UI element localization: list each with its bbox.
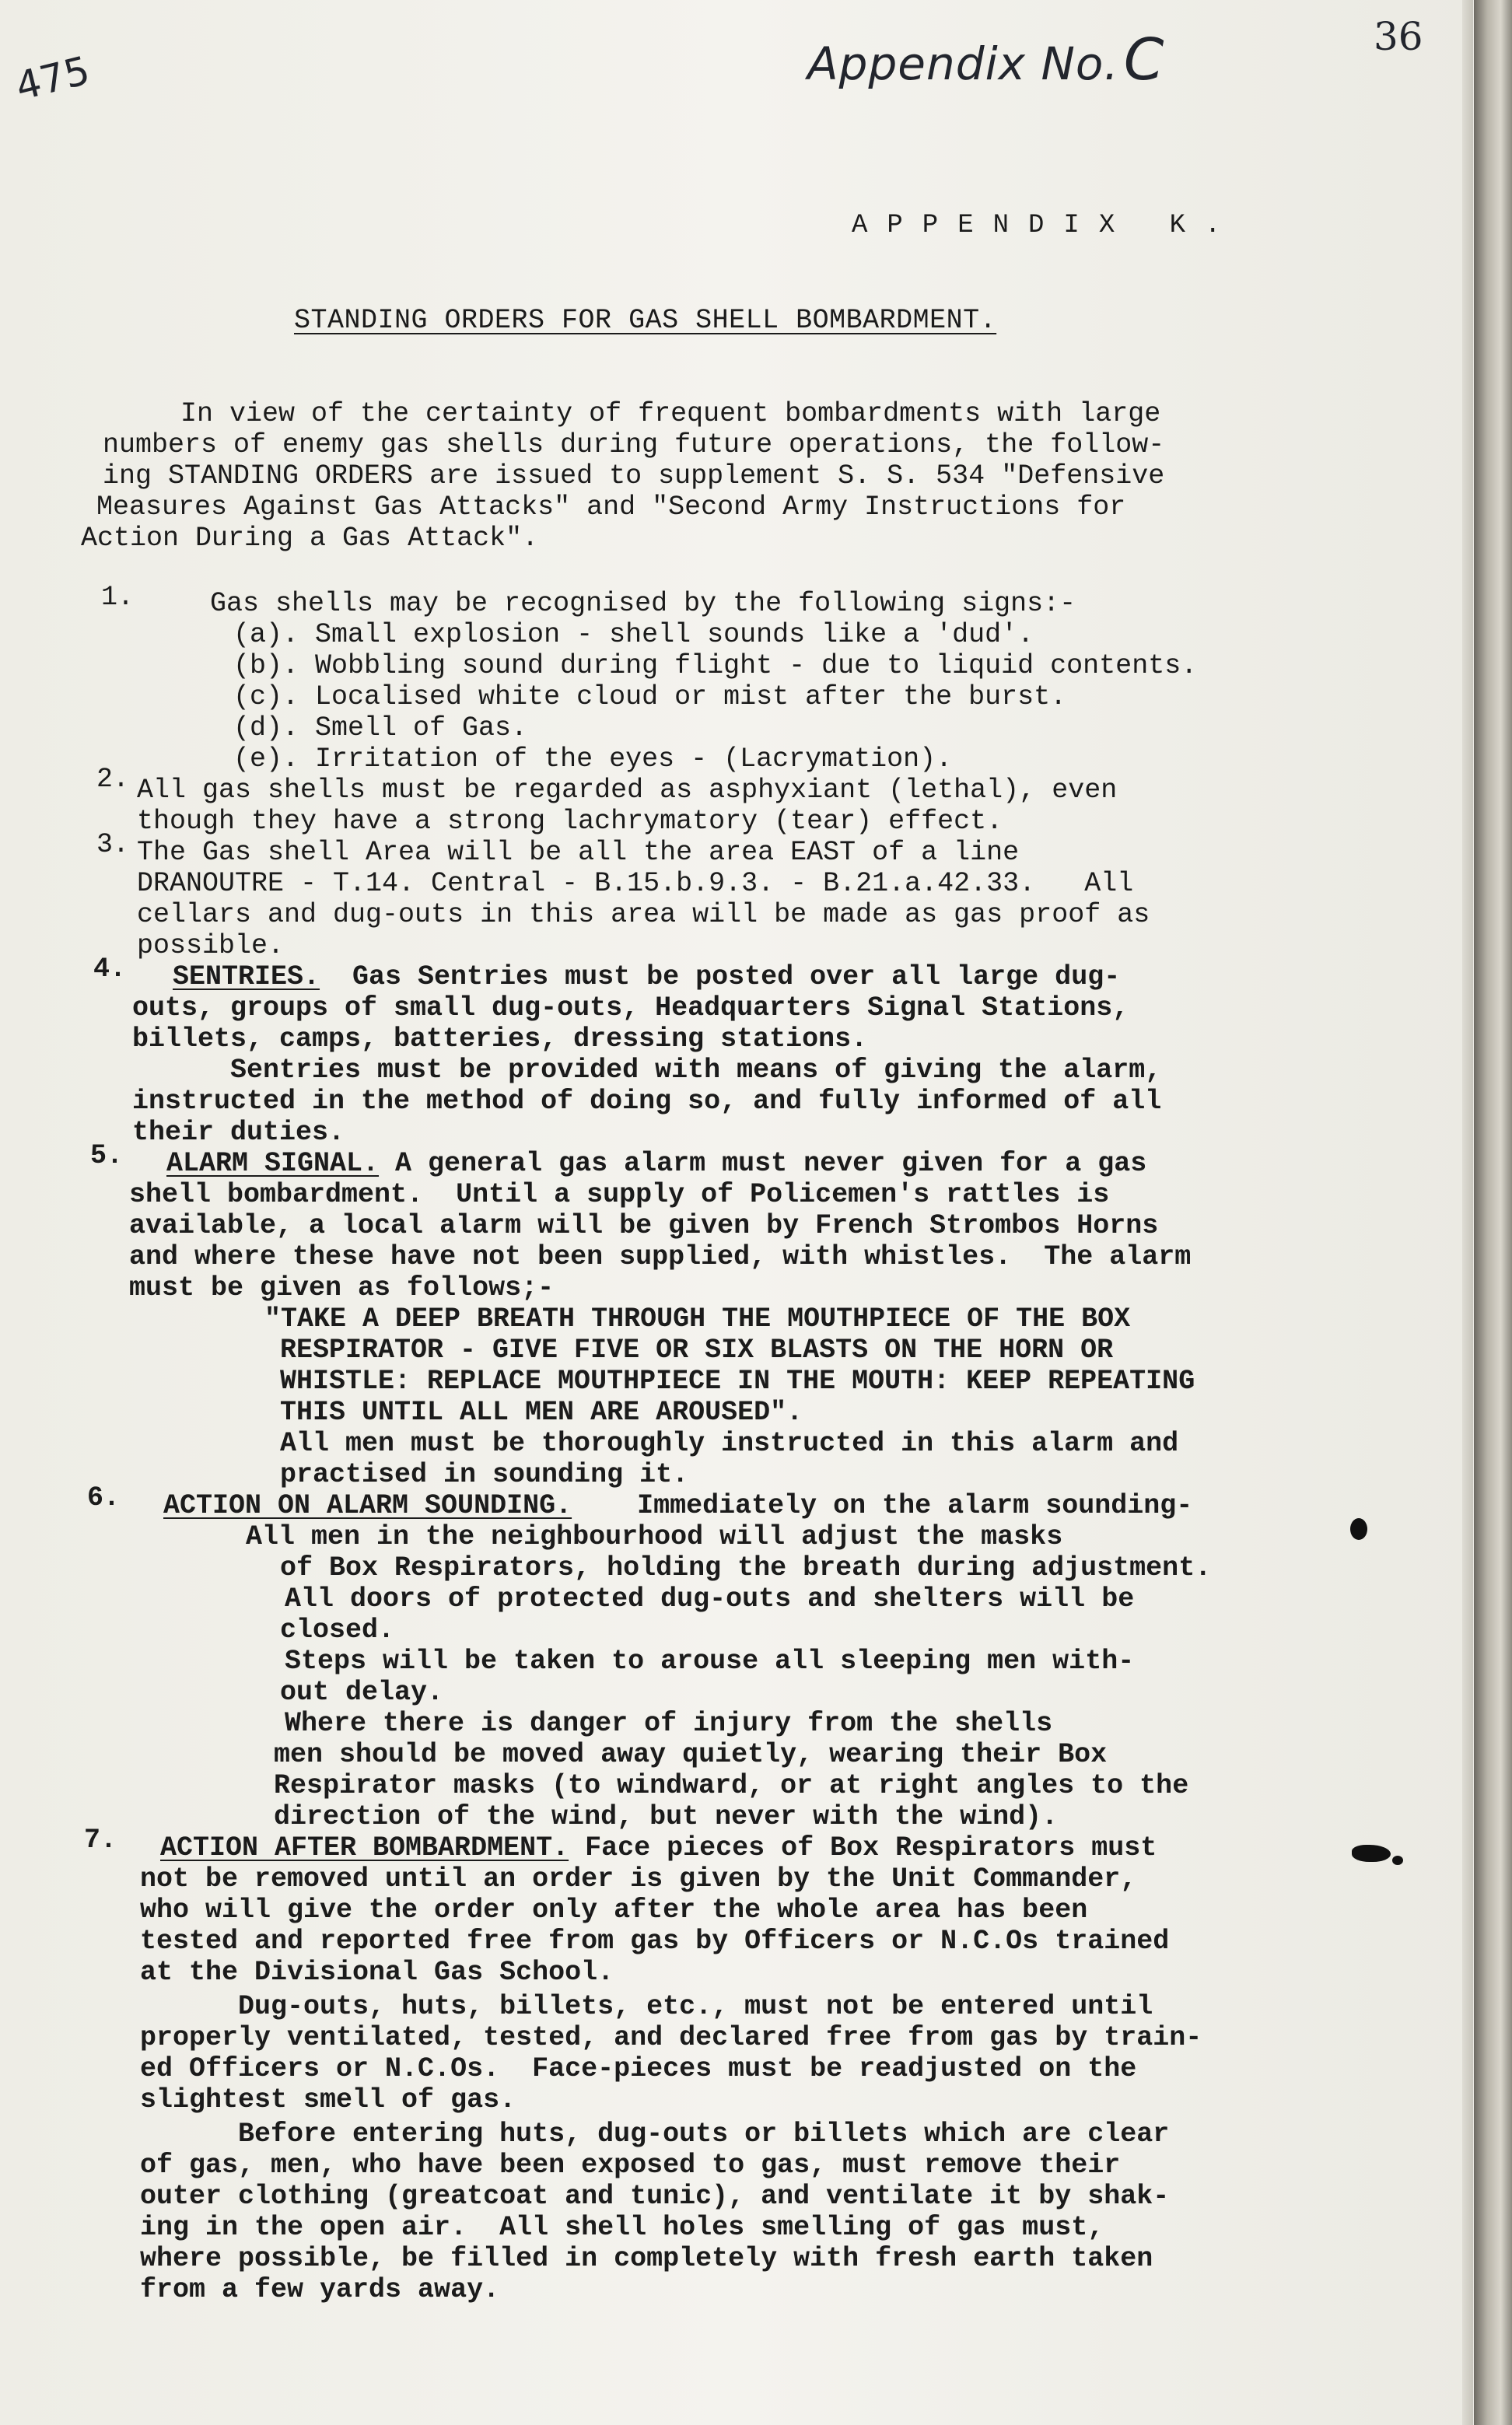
paragraph-first-line bbox=[173, 961, 1120, 992]
paragraph-line: direction of the wind, but never with the wind). bbox=[274, 1801, 1059, 1832]
paragraph-line: outer clothing (greatcoat and tunic), and ventilate it by shak- bbox=[140, 2181, 1170, 2212]
paragraph-line: possible. bbox=[137, 930, 285, 961]
sign-item: (e). Irritation of the eyes - (Lacrymation). bbox=[233, 744, 953, 775]
paragraph-number: 5. bbox=[90, 1140, 124, 1171]
paragraph-line: where possible, be filled in completely with fresh earth taken bbox=[140, 2243, 1153, 2274]
quote-line: WHISTLE: REPLACE MOUTHPIECE IN THE MOUTH: KEEP REPEATING bbox=[280, 1366, 1195, 1397]
ink-blot bbox=[1392, 1856, 1403, 1865]
section-heading: ACTION ON ALARM SOUNDING. bbox=[163, 1490, 572, 1521]
binding-edge bbox=[1474, 0, 1512, 2425]
paragraph-line: instructed in the method of doing so, and fully informed of all bbox=[132, 1086, 1162, 1117]
paragraph-first-text: A general gas alarm must never given for a gas bbox=[379, 1148, 1147, 1179]
page-edge-shadow bbox=[1462, 0, 1473, 2425]
paragraph-first-text: Face pieces of Box Respirators must bbox=[569, 1832, 1157, 1863]
paragraph-number: 1. bbox=[101, 582, 135, 613]
paragraph-line: Respirator masks (to windward, or at right angles to the bbox=[274, 1770, 1189, 1801]
paragraph-number: 4. bbox=[93, 954, 127, 985]
paragraph-line: slightest smell of gas. bbox=[140, 2084, 516, 2115]
appendix-heading: APPENDIX K. bbox=[852, 211, 1241, 240]
paragraph-line: men should be moved away quietly, wearing their Box bbox=[274, 1739, 1108, 1770]
section-heading: ALARM SIGNAL. bbox=[166, 1148, 380, 1179]
quote-line: RESPIRATOR - GIVE FIVE OR SIX BLASTS ON THE HORN OR bbox=[280, 1335, 1114, 1366]
paragraph-line: outs, groups of small dug-outs, Headquarters Signal Stations, bbox=[132, 992, 1129, 1024]
sign-item: (c). Localised white cloud or mist after the burst. bbox=[233, 681, 1067, 712]
quote-line: THIS UNTIL ALL MEN ARE AROUSED". bbox=[280, 1397, 803, 1428]
appendix-stamp-letter: C bbox=[1123, 26, 1165, 93]
page-number: 36 bbox=[1374, 14, 1423, 59]
appendix-stamp-prefix: Appendix No. bbox=[807, 37, 1119, 90]
intro-line: ing STANDING ORDERS are issued to supplement S. S. 534 "Defensive bbox=[103, 460, 1165, 492]
paragraph-line: The Gas shell Area will be all the area EAST of a line bbox=[137, 837, 1020, 868]
paragraph-line: ing in the open air. All shell holes smelling of gas must, bbox=[140, 2212, 1104, 2243]
sign-item: (b). Wobbling sound during flight - due to liquid contents. bbox=[233, 650, 1198, 681]
intro-line: Action During a Gas Attack". bbox=[81, 523, 539, 554]
paragraph-line: and where these have not been supplied, with whistles. The alarm bbox=[129, 1241, 1192, 1272]
intro-line: numbers of enemy gas shells during future operations, the follow- bbox=[103, 429, 1165, 460]
paragraph-first-line bbox=[166, 1148, 1146, 1179]
intro-line: In view of the certainty of frequent bombardments with large bbox=[180, 398, 1161, 429]
paragraph-number: 7. bbox=[84, 1825, 117, 1856]
sign-item: (a). Small explosion - shell sounds like a 'dud'. bbox=[233, 619, 1034, 650]
paragraph-line: All men in the neighbourhood will adjust the masks bbox=[148, 1521, 1063, 1552]
paragraph-line: Sentries must be provided with means of giving the alarm, bbox=[132, 1055, 1162, 1086]
paragraph-line: Steps will be taken to arouse all sleeping men with- bbox=[187, 1646, 1135, 1677]
intro-line: Measures Against Gas Attacks" and "Second Army Instructions for bbox=[96, 492, 1126, 523]
paragraph-line: though they have a strong lachrymatory (tear) effect. bbox=[137, 806, 1003, 837]
paragraph-line: who will give the order only after the whole area has been bbox=[140, 1895, 1088, 1926]
paragraph-line: tested and reported free from gas by Officers or N.C.Os trained bbox=[140, 1926, 1170, 1957]
paragraph-line: Where there is danger of injury from the shells bbox=[187, 1708, 1053, 1739]
paragraph-number: 3. bbox=[96, 829, 130, 860]
paragraph-first-line bbox=[163, 1490, 1192, 1521]
paragraph-line: properly ventilated, tested, and declared free from gas by train- bbox=[140, 2022, 1202, 2053]
paragraph-line: All doors of protected dug-outs and shelters will be bbox=[187, 1583, 1135, 1615]
section-heading: SENTRIES. bbox=[173, 961, 320, 992]
paragraph-line: cellars and dug-outs in this area will be made as gas proof as bbox=[137, 899, 1150, 930]
paragraph-line: must be given as follows;- bbox=[129, 1272, 555, 1303]
paragraph-line: their duties. bbox=[132, 1117, 345, 1148]
paragraph-number: 6. bbox=[87, 1482, 121, 1513]
paragraph-line: of gas, men, who have been exposed to gas, must remove their bbox=[140, 2150, 1121, 2181]
paragraph-line: All men must be thoroughly instructed in this alarm and bbox=[280, 1428, 1179, 1459]
paragraph-number: 2. bbox=[96, 764, 130, 795]
ink-blot bbox=[1350, 1518, 1367, 1540]
paragraph-line: shell bombardment. Until a supply of Policemen's rattles is bbox=[129, 1179, 1110, 1210]
paragraph-line: from a few yards away. bbox=[140, 2274, 500, 2305]
paragraph-line: practised in sounding it. bbox=[280, 1459, 689, 1490]
paragraph-line: out delay. bbox=[280, 1677, 444, 1708]
paragraph-line: DRANOUTRE - T.14. Central - B.15.b.9.3. - B.21.a.42.33. All bbox=[137, 868, 1134, 899]
paragraph-line: not be removed until an order is given by the Unit Commander, bbox=[140, 1863, 1137, 1895]
sign-item: (d). Smell of Gas. bbox=[233, 712, 528, 744]
paragraph-line: of Box Respirators, holding the breath during adjustment. bbox=[280, 1552, 1212, 1583]
paragraph-line: Dug-outs, huts, billets, etc., must not be entered until bbox=[140, 1991, 1153, 2022]
paragraph-line: available, a local alarm will be given by French Strombos Horns bbox=[129, 1210, 1159, 1241]
paragraph-line: closed. bbox=[280, 1615, 395, 1646]
ink-blot bbox=[1352, 1845, 1391, 1862]
paragraph-line: ed Officers or N.C.Os. Face-pieces must be readjusted on the bbox=[140, 2053, 1137, 2084]
paragraph-line: Before entering huts, dug-outs or billets which are clear bbox=[140, 2119, 1170, 2150]
section-heading: ACTION AFTER BOMBARDMENT. bbox=[160, 1832, 569, 1863]
paragraph-first-text: Gas Sentries must be posted over all large dug- bbox=[320, 961, 1121, 992]
paragraph-first-line bbox=[160, 1832, 1157, 1863]
paragraph-line: billets, camps, batteries, dressing stations. bbox=[132, 1024, 868, 1055]
paragraph-first-text: Immediately on the alarm sounding- bbox=[572, 1490, 1193, 1521]
paragraph-lead: Gas shells may be recognised by the following signs:- bbox=[210, 588, 1076, 619]
appendix-stamp bbox=[807, 26, 1164, 93]
paragraph-line: at the Divisional Gas School. bbox=[140, 1957, 614, 1988]
document-title: STANDING ORDERS FOR GAS SHELL BOMBARDMENT. bbox=[294, 305, 997, 336]
folio-number: 475 bbox=[11, 47, 95, 110]
quote-line: "TAKE A DEEP BREATH THROUGH THE MOUTHPIECE OF THE BOX bbox=[264, 1303, 1131, 1335]
paragraph-line: All gas shells must be regarded as asphyxiant (lethal), even bbox=[137, 775, 1118, 806]
